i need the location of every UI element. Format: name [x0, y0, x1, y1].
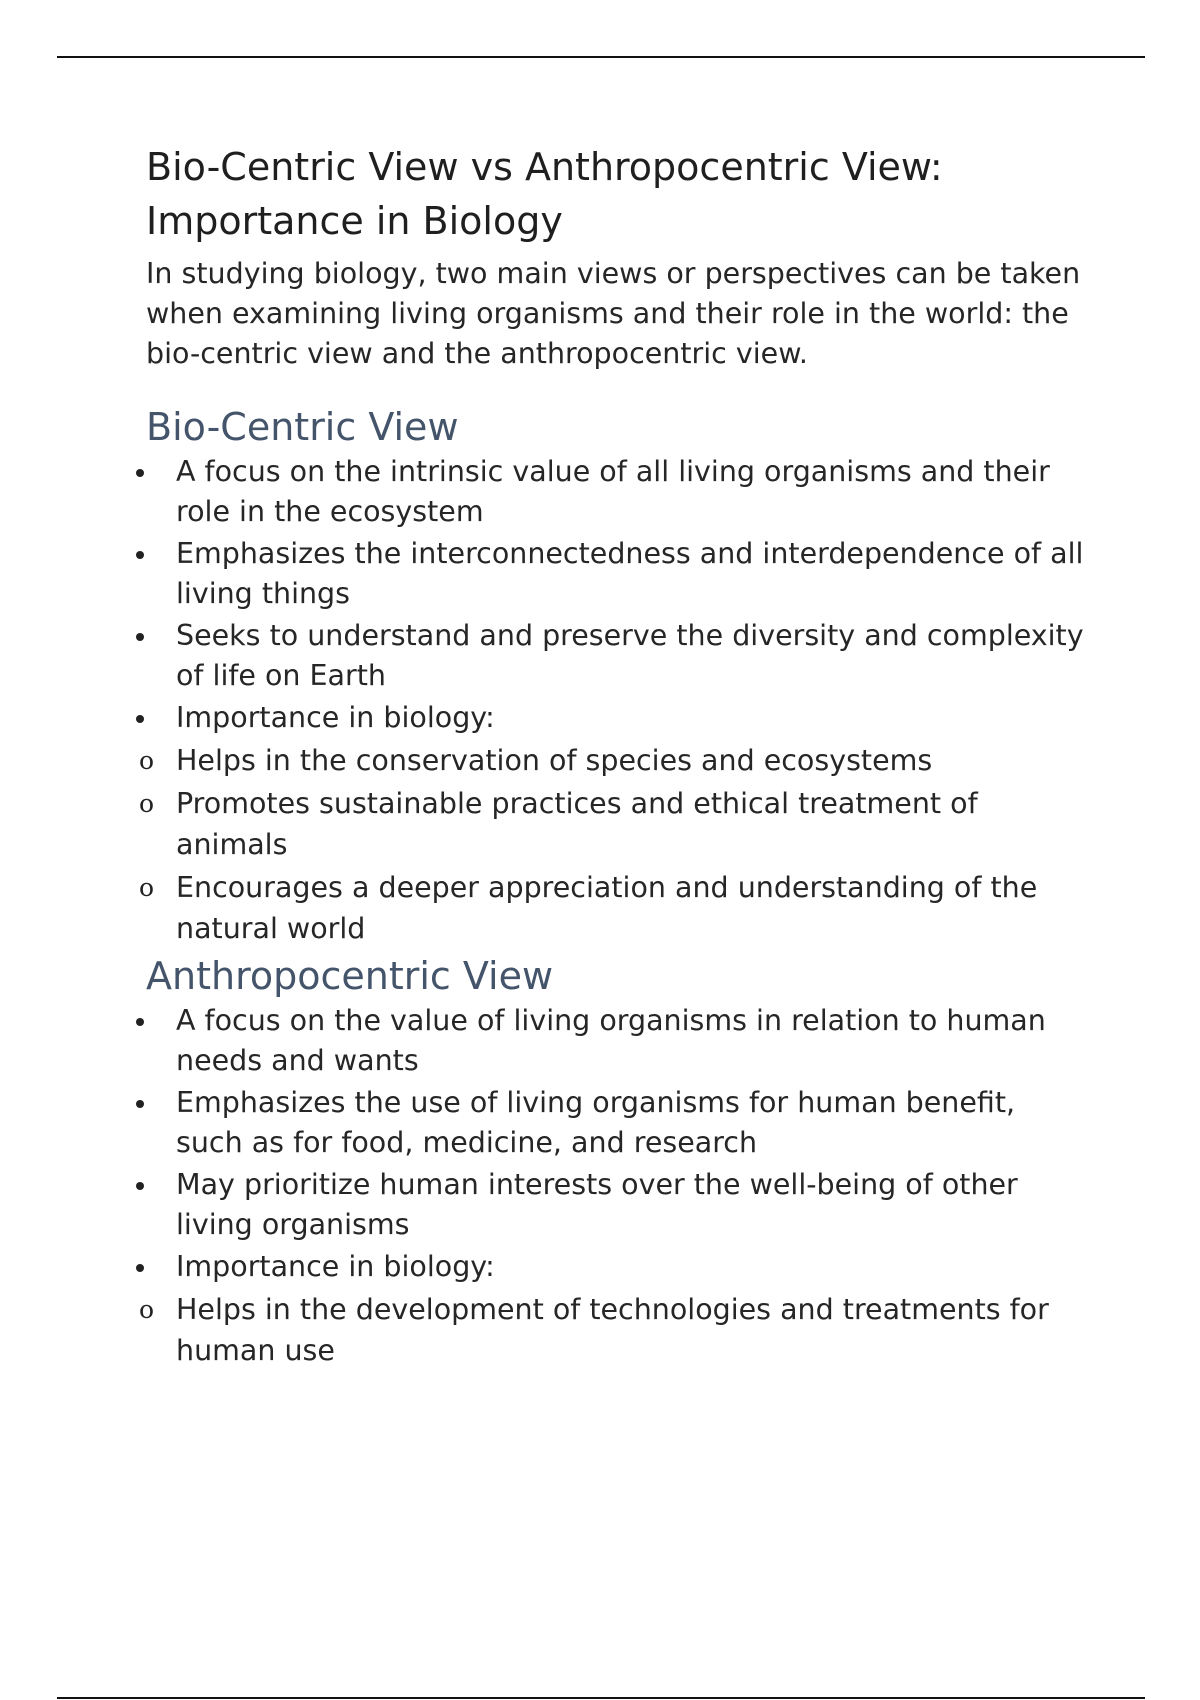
top-rule	[57, 56, 1145, 58]
list-item-text: A focus on the intrinsic value of all living organisms and their role in the ecosystem	[176, 455, 1050, 528]
list-item-text: Helps in the development of technologies and treatments for human use	[176, 1293, 1049, 1367]
sub-bullet-icon: o	[139, 746, 155, 775]
document-title: Bio-Centric View vs Anthropocentric View: Importance in Biology	[146, 145, 943, 243]
intro-paragraph: In studying biology, two main views or perspectives can be taken when examining living organisms and their role in the world: the bio-centric view and the anthropocentric view.	[146, 257, 1081, 370]
anthropocentric-list	[139, 1001, 1086, 1371]
sub-list-item	[139, 1289, 1086, 1371]
list-item-text: Importance in biology:	[176, 1250, 495, 1283]
bottom-rule	[57, 1697, 1145, 1699]
list-item	[146, 1247, 1086, 1287]
section-heading-anthropocentric: Anthropocentric View	[146, 954, 554, 998]
list-item	[146, 534, 1086, 614]
document-body	[139, 140, 1086, 1373]
list-item-text: Importance in biology:	[176, 701, 495, 734]
list-item	[146, 1165, 1086, 1245]
sub-list-item	[139, 740, 1086, 781]
list-item-text: Helps in the conservation of species and ecosystems	[176, 744, 933, 777]
list-item-text: A focus on the value of living organisms in relation to human needs and wants	[176, 1004, 1046, 1077]
list-item	[146, 1001, 1086, 1081]
list-item-text: Encourages a deeper appreciation and understanding of the natural world	[176, 871, 1038, 945]
list-item-text: Emphasizes the interconnectedness and interdependence of all living things	[176, 537, 1084, 610]
sub-list-item	[139, 867, 1086, 949]
section-heading-bio-centric: Bio-Centric View	[146, 405, 459, 449]
list-item	[146, 1083, 1086, 1163]
list-item	[146, 698, 1086, 738]
list-item-text: Emphasizes the use of living organisms for human benefit, such as for food, medicine, and research	[176, 1086, 1016, 1159]
list-item-text: Promotes sustainable practices and ethical treatment of animals	[176, 787, 978, 861]
list-item-text: Seeks to understand and preserve the diversity and complexity of life on Earth	[176, 619, 1084, 692]
sub-bullet-icon: o	[139, 873, 155, 902]
bio-centric-list	[139, 452, 1086, 949]
list-item	[146, 616, 1086, 696]
sub-bullet-icon: o	[139, 1295, 155, 1324]
sub-bullet-icon: o	[139, 789, 155, 818]
list-item	[146, 452, 1086, 532]
sub-list-item	[139, 783, 1086, 865]
list-item-text: May prioritize human interests over the well-being of other living organisms	[176, 1168, 1018, 1241]
